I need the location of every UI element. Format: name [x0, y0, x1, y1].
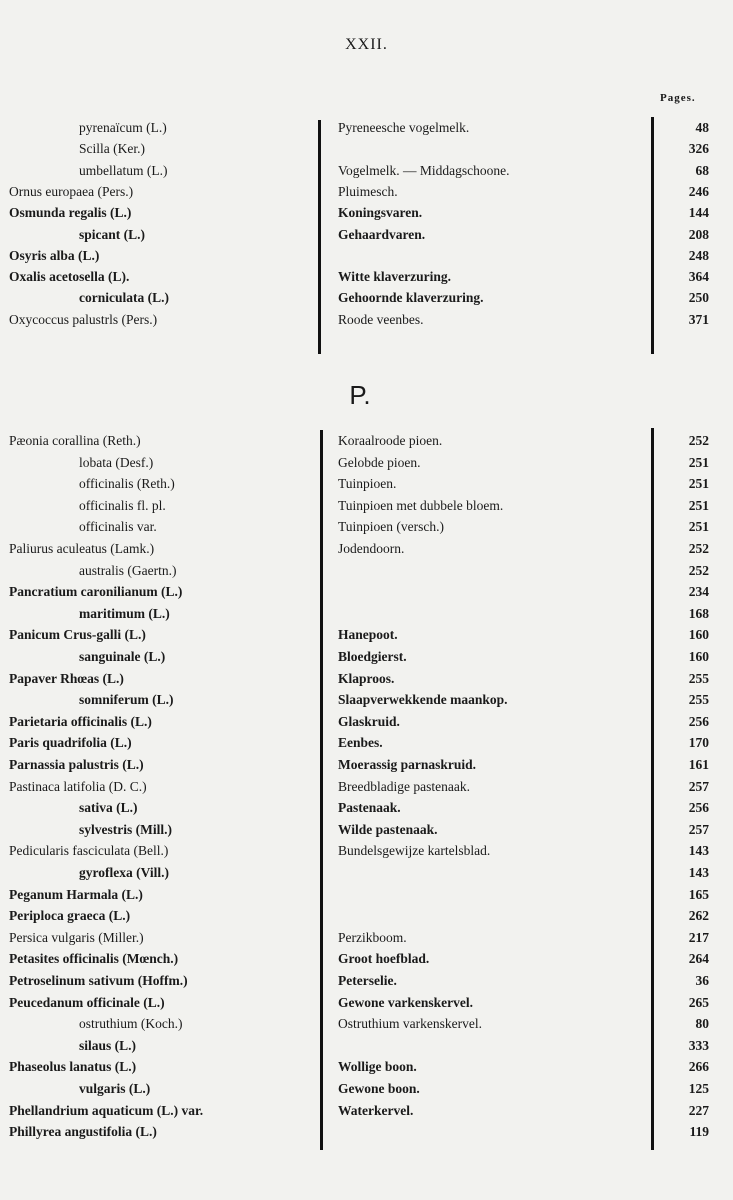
latin-name: officinalis fl. pl.: [79, 497, 166, 513]
dutch-name: Hanepoot.: [338, 627, 398, 643]
latin-name: Peganum Harmala (L.): [9, 886, 143, 902]
latin-name: Oxalis acetosella (L).: [9, 269, 130, 285]
index-entry: [0, 1121, 733, 1142]
dutch-name: Tuinpioen met dubbele bloem.: [338, 497, 504, 513]
index-entry: [0, 452, 733, 473]
latin-name: Phaseolus lanatus (L.): [9, 1059, 137, 1075]
latin-name: umbellatum (L.): [79, 162, 168, 178]
page-reference: 234: [688, 584, 709, 600]
page-reference: 255: [688, 670, 709, 686]
latin-name: sativa (L.): [79, 800, 138, 816]
index-entry: [0, 202, 733, 223]
page-reference: 371: [688, 311, 709, 327]
page-reference: 257: [688, 778, 709, 794]
index-entry: [0, 1035, 733, 1056]
dutch-name: Witte klaverzuring.: [338, 269, 451, 285]
index-entry: [0, 1100, 733, 1121]
index-entry: [0, 862, 733, 883]
index-entry: [0, 1013, 733, 1034]
latin-name: Papaver Rhœas (L.): [9, 670, 124, 686]
dutch-name: Wollige boon.: [338, 1059, 417, 1075]
dutch-name: Ostruthium varkenskervel.: [338, 1016, 482, 1032]
dutch-name: Moerassig parnaskruid.: [338, 757, 477, 772]
index-entry: [0, 819, 733, 840]
latin-name: australis (Gaertn.): [79, 562, 177, 578]
page-reference: 250: [688, 290, 709, 306]
page-reference: 255: [688, 692, 709, 708]
page-reference: 160: [688, 627, 709, 643]
page-reference: 333: [688, 1037, 709, 1053]
page-reference: 252: [688, 562, 709, 578]
page-reference: 256: [688, 713, 709, 729]
latin-name: Panicum Crus-galli (L.): [9, 627, 146, 643]
page-reference: 248: [688, 247, 709, 263]
dutch-name: Bloedgierst.: [338, 649, 407, 664]
index-entry: [0, 884, 733, 905]
latin-name: Ornus europaea (Pers.): [9, 183, 134, 199]
latin-name: Paliurus aculeatus (Lamk.): [9, 541, 155, 556]
index-entry: [0, 309, 733, 330]
page-reference: 168: [688, 605, 709, 621]
dutch-name: Tuinpioen.: [338, 476, 397, 492]
latin-name: pyrenaïcum (L.): [79, 120, 167, 135]
index-entry: [0, 266, 733, 287]
page-reference: 48: [695, 120, 709, 135]
page-reference: 251: [688, 454, 709, 470]
pages-column-header: Pages.: [660, 92, 696, 104]
latin-name: officinalis var.: [79, 519, 157, 535]
page-reference: 143: [688, 865, 709, 880]
latin-name: somniferum (L.): [79, 692, 174, 708]
latin-name: Periploca graeca (L.): [9, 908, 131, 924]
page-number: XXII.: [345, 36, 388, 53]
page-reference: 265: [688, 994, 709, 1010]
page-reference: 266: [688, 1059, 709, 1075]
index-entry: [0, 516, 733, 537]
index-entry: [0, 624, 733, 645]
dutch-name: Eenbes.: [338, 735, 383, 751]
page-reference: 256: [688, 800, 709, 816]
index-entry: [0, 840, 733, 861]
latin-name: Oxycoccus palustrls (Pers.): [9, 311, 158, 327]
index-entry: [0, 711, 733, 732]
page-reference: 364: [688, 269, 709, 285]
index-entry: [0, 1056, 733, 1077]
page-reference: 252: [688, 541, 709, 556]
dutch-name: Wilde pastenaak.: [338, 821, 438, 837]
latin-name: Peucedanum officinale (L.): [9, 994, 165, 1010]
latin-name: Pæonia corallina (Reth.): [9, 433, 141, 448]
latin-name: Phillyrea angustifolia (L.): [9, 1124, 157, 1140]
latin-name: Pastinaca latifolia (D. C.): [9, 778, 147, 794]
index-entry: [0, 224, 733, 245]
dutch-name: Perzikboom.: [338, 929, 407, 945]
latin-name: Pancratium caronilianum (L.): [9, 584, 183, 600]
index-entry: [0, 181, 733, 202]
page-reference: 257: [688, 821, 709, 837]
dutch-name: Pastenaak.: [338, 800, 401, 816]
latin-name: Paris quadrifolia (L.): [9, 735, 132, 751]
index-entry: [0, 581, 733, 602]
index-entry: [0, 668, 733, 689]
latin-name: sylvestris (Mill.): [79, 821, 172, 837]
latin-name: Parnassia palustris (L.): [9, 757, 144, 772]
dutch-name: Jodendoorn.: [338, 541, 405, 556]
index-entry: [0, 138, 733, 159]
dutch-name: Pluimesch.: [338, 183, 398, 199]
index-entry: [0, 905, 733, 926]
dutch-name: Koningsvaren.: [338, 205, 423, 221]
page-reference: 170: [688, 735, 709, 751]
dutch-name: Gelobde pioen.: [338, 454, 421, 470]
dutch-name: Glaskruid.: [338, 713, 400, 729]
index-entry: [0, 287, 733, 308]
dutch-name: Peterselie.: [338, 973, 397, 988]
latin-name: gyroflexa (Vill.): [79, 865, 169, 880]
dutch-name: Gehaardvaren.: [338, 226, 426, 242]
latin-name: ostruthium (Koch.): [79, 1016, 183, 1032]
index-entry: [0, 797, 733, 818]
page-reference: 262: [688, 908, 709, 924]
dutch-name: Pyreneesche vogelmelk.: [338, 120, 470, 135]
dutch-name: Gewone boon.: [338, 1081, 420, 1096]
dutch-name: Tuinpioen (versch.): [338, 519, 444, 535]
page-reference: 36: [695, 973, 709, 988]
index-entry: [0, 992, 733, 1013]
page-reference: 125: [688, 1081, 709, 1096]
page-reference: 251: [688, 497, 709, 513]
latin-name: vulgaris (L.): [79, 1081, 151, 1096]
latin-name: Osmunda regalis (L.): [9, 205, 132, 221]
page-reference: 144: [688, 205, 709, 221]
index-entry: [0, 689, 733, 710]
page-reference: 143: [688, 843, 709, 859]
page-reference: 165: [688, 886, 709, 902]
page-reference: 227: [688, 1102, 709, 1118]
latin-name: spicant (L.): [79, 226, 146, 242]
page-reference: 251: [688, 519, 709, 535]
index-entry: [0, 538, 733, 559]
index-entry: [0, 970, 733, 991]
dutch-name: Groot hoefblad.: [338, 951, 430, 967]
index-entry: [0, 160, 733, 181]
latin-name: Osyris alba (L.): [9, 247, 100, 263]
page-reference: 160: [688, 649, 709, 664]
index-entry: [0, 473, 733, 494]
dutch-name: Roode veenbes.: [338, 311, 424, 327]
dutch-name: Koraalroode pioen.: [338, 433, 443, 448]
index-entry: [0, 245, 733, 266]
latin-name: Scilla (Ker.): [79, 141, 145, 157]
dutch-name: Gehoornde klaverzuring.: [338, 290, 484, 306]
latin-name: silaus (L.): [79, 1037, 137, 1053]
index-entry: [0, 754, 733, 775]
index-entry: [0, 603, 733, 624]
index-entry: [0, 646, 733, 667]
latin-name: sanguinale (L.): [79, 649, 166, 664]
index-entry: [0, 1078, 733, 1099]
latin-name: maritimum (L.): [79, 605, 170, 621]
dutch-name: Breedbladige pastenaak.: [338, 778, 470, 794]
page-reference: 80: [695, 1016, 709, 1032]
latin-name: Persica vulgaris (Miller.): [9, 929, 144, 945]
dutch-name: Vogelmelk. — Middagschoone.: [338, 162, 510, 178]
section-heading-p: P.: [349, 380, 371, 410]
page-reference: 326: [688, 141, 709, 157]
dutch-name: Waterkervel.: [338, 1102, 414, 1118]
latin-name: lobata (Desf.): [79, 454, 154, 470]
index-entry: [0, 495, 733, 516]
latin-name: Pedicularis fasciculata (Bell.): [9, 843, 169, 859]
page-reference: 252: [688, 433, 709, 448]
index-entry: [0, 430, 733, 451]
page-reference: 246: [688, 183, 709, 199]
index-entry: [0, 560, 733, 581]
dutch-name: Slaapverwekkende maankop.: [338, 692, 508, 708]
page-reference: 264: [688, 951, 709, 967]
dutch-name: Klaproos.: [338, 670, 395, 686]
latin-name: Petasites officinalis (Mœnch.): [9, 951, 179, 967]
index-entry: [0, 117, 733, 138]
page-reference: 217: [688, 929, 709, 945]
index-entry: [0, 732, 733, 753]
index-entry: [0, 927, 733, 948]
latin-name: Petroselinum sativum (Hoffm.): [9, 973, 188, 988]
latin-name: Parietaria officinalis (L.): [9, 713, 152, 729]
latin-name: corniculata (L.): [79, 290, 169, 306]
page-reference: 119: [689, 1124, 709, 1140]
page-reference: 208: [688, 226, 709, 242]
page-reference: 68: [695, 162, 709, 178]
dutch-name: Bundelsgewijze kartelsblad.: [338, 843, 491, 859]
latin-name: Phellandrium aquaticum (L.) var.: [9, 1102, 204, 1118]
page-reference: 161: [688, 757, 709, 772]
latin-name: officinalis (Reth.): [79, 476, 175, 492]
dutch-name: Gewone varkenskervel.: [338, 994, 473, 1010]
index-entry: [0, 948, 733, 969]
page-reference: 251: [688, 476, 709, 492]
index-entry: [0, 776, 733, 797]
